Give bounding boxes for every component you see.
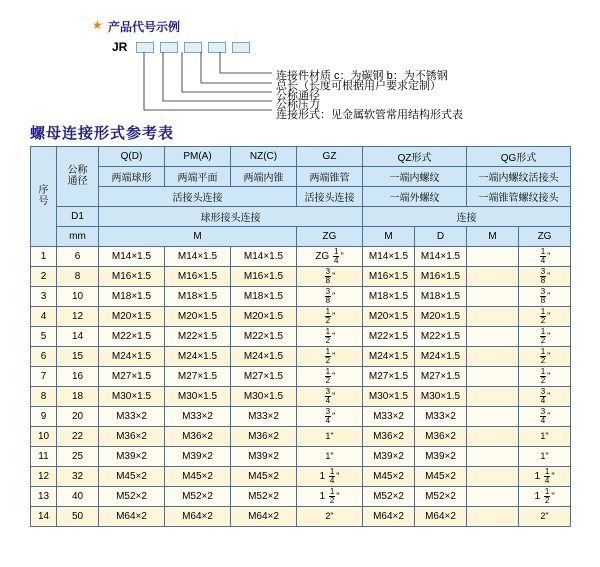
cell-qz-m: M14×1.5	[363, 247, 415, 267]
cell-seq: 10	[31, 427, 57, 447]
cell-seq: 7	[31, 367, 57, 387]
table-row	[31, 467, 571, 487]
table-row	[31, 307, 571, 327]
header-seq: 序 号	[31, 147, 57, 247]
cell-seq: 14	[31, 507, 57, 527]
cell-qz-m: M39×2	[363, 447, 415, 467]
header-pm: PM(A)	[165, 147, 231, 167]
header-row-5	[31, 227, 571, 247]
cell-qg-zg: $\frac{1}{2}$ "	[519, 307, 571, 327]
cell-qg-zg: 2"	[519, 507, 571, 527]
cell-nominal-diameter: 18	[57, 387, 99, 407]
cell-qg-zg: 1"	[519, 447, 571, 467]
header-qg: QG形式	[467, 147, 571, 167]
cell-nz: M22×1.5	[231, 327, 297, 347]
cell-pm: M30×1.5	[165, 387, 231, 407]
cell-qz-m: M64×2	[363, 507, 415, 527]
cell-qz-m: M33×2	[363, 407, 415, 427]
table-body	[31, 247, 571, 527]
cell-qg-zg: $\frac{1}{2}$ "	[519, 347, 571, 367]
cell-seq: 9	[31, 407, 57, 427]
header-row-1	[31, 147, 571, 167]
cell-gz: ZG $\frac{1}{4}$ "	[297, 247, 363, 267]
cell-gz: $\frac{3}{8}$ "	[297, 267, 363, 287]
header-row-2	[31, 167, 571, 187]
cell-nz: M33×2	[231, 407, 297, 427]
header-gz: GZ	[297, 147, 363, 167]
header-qg-unit-m: M	[467, 227, 519, 247]
cell-qz-d: M64×2	[415, 507, 467, 527]
cell-nominal-diameter: 14	[57, 327, 99, 347]
header-ball-joint-connection: 球形接头连接	[99, 207, 363, 227]
cell-qz-d: M18×1.5	[415, 287, 467, 307]
cell-q: M45×2	[99, 467, 165, 487]
header-nz-desc: 两端内锥	[231, 167, 297, 187]
cell-qg-m	[467, 307, 519, 327]
cell-pm: M24×1.5	[165, 347, 231, 367]
cell-nz: M27×1.5	[231, 367, 297, 387]
header-d1: D1	[57, 207, 99, 227]
cell-q: M39×2	[99, 447, 165, 467]
header-qg-taper-joint: 一端锥管螺纹接头	[467, 187, 571, 207]
cell-nominal-diameter: 25	[57, 447, 99, 467]
cell-gz: $\frac{3}{4}$ "	[297, 387, 363, 407]
header-gz-union: 活接头连接	[297, 187, 363, 207]
cell-qg-zg: $\frac{3}{8}$ "	[519, 267, 571, 287]
table-row	[31, 327, 571, 347]
header-qz-desc: 一端内螺纹	[363, 167, 467, 187]
cell-qg-zg: 1"	[519, 427, 571, 447]
cell-q: M22×1.5	[99, 327, 165, 347]
header-q: Q(D)	[99, 147, 165, 167]
table-row	[31, 507, 571, 527]
cell-pm: M36×2	[165, 427, 231, 447]
cell-qz-d: M45×2	[415, 467, 467, 487]
cell-qz-d: M14×1.5	[415, 247, 467, 267]
cell-qg-zg: 1 $\frac{1}{4}$ "	[519, 467, 571, 487]
cell-q: M14×1.5	[99, 247, 165, 267]
table-row	[31, 347, 571, 367]
table-row	[31, 387, 571, 407]
cell-q: M18×1.5	[99, 287, 165, 307]
cell-nz: M14×1.5	[231, 247, 297, 267]
cell-nominal-diameter: 16	[57, 367, 99, 387]
cell-nz: M45×2	[231, 467, 297, 487]
cell-seq: 6	[31, 347, 57, 367]
cell-gz: 1"	[297, 427, 363, 447]
cell-gz: $\frac{1}{2}$ "	[297, 327, 363, 347]
legend-annotation-material: 连接件材质 c：为碳钢 b：为不锈钢	[276, 70, 448, 82]
cell-qg-zg: $\frac{1}{2}$ "	[519, 367, 571, 387]
cell-pm: M27×1.5	[165, 367, 231, 387]
cell-q: M27×1.5	[99, 367, 165, 387]
cell-gz: $\frac{1}{2}$ "	[297, 347, 363, 367]
header-unit-mm: mm	[57, 227, 99, 247]
cell-seq: 3	[31, 287, 57, 307]
table-row	[31, 407, 571, 427]
cell-qg-m	[467, 247, 519, 267]
legend-annotation-length: 总长（长度可根据用户要求定制）	[276, 80, 441, 92]
cell-gz: $\frac{3}{4}$ "	[297, 407, 363, 427]
cell-qz-d: M52×2	[415, 487, 467, 507]
cell-qg-m	[467, 487, 519, 507]
cell-pm: M16×1.5	[165, 267, 231, 287]
cell-nominal-diameter: 50	[57, 507, 99, 527]
cell-seq: 1	[31, 247, 57, 267]
cell-gz: $\frac{1}{2}$ "	[297, 367, 363, 387]
cell-nz: M16×1.5	[231, 267, 297, 287]
legend-annotation-nominal-pressure: 公称压力	[276, 99, 320, 111]
cell-seq: 2	[31, 267, 57, 287]
cell-gz: 2"	[297, 507, 363, 527]
cell-seq: 13	[31, 487, 57, 507]
cell-qg-m	[467, 427, 519, 447]
table-row	[31, 487, 571, 507]
cell-q: M36×2	[99, 427, 165, 447]
cell-nz: M52×2	[231, 487, 297, 507]
cell-qz-d: M33×2	[415, 407, 467, 427]
cell-gz: 1 $\frac{1}{4}$ "	[297, 467, 363, 487]
cell-nominal-diameter: 32	[57, 467, 99, 487]
cell-qg-zg: $\frac{3}{4}$ "	[519, 407, 571, 427]
table-row	[31, 267, 571, 287]
cell-qg-zg: $\frac{1}{4}$ "	[519, 247, 571, 267]
cell-qz-m: M20×1.5	[363, 307, 415, 327]
cell-qz-d: M16×1.5	[415, 267, 467, 287]
cell-nz: M18×1.5	[231, 287, 297, 307]
cell-pm: M33×2	[165, 407, 231, 427]
cell-seq: 8	[31, 387, 57, 407]
cell-seq: 12	[31, 467, 57, 487]
table-row	[31, 367, 571, 387]
cell-qz-m: M30×1.5	[363, 387, 415, 407]
header-qz: QZ形式	[363, 147, 467, 167]
cell-qz-d: M20×1.5	[415, 307, 467, 327]
cell-qz-m: M36×2	[363, 427, 415, 447]
cell-nz: M39×2	[231, 447, 297, 467]
header-row-3	[31, 187, 571, 207]
cell-qz-m: M24×1.5	[363, 347, 415, 367]
nut-connection-table	[30, 146, 571, 527]
cell-nz: M20×1.5	[231, 307, 297, 327]
table-row	[31, 447, 571, 467]
cell-pm: M14×1.5	[165, 247, 231, 267]
header-gz-desc: 两端锥管	[297, 167, 363, 187]
table-row	[31, 427, 571, 447]
cell-qz-d: M24×1.5	[415, 347, 467, 367]
header-unit-m: M	[99, 227, 297, 247]
cell-qz-m: M22×1.5	[363, 327, 415, 347]
cell-gz: $\frac{3}{8}$ "	[297, 287, 363, 307]
cell-pm: M39×2	[165, 447, 231, 467]
cell-qg-m	[467, 367, 519, 387]
header-qz-unit-m: M	[363, 227, 415, 247]
cell-qg-m	[467, 407, 519, 427]
cell-q: M16×1.5	[99, 267, 165, 287]
header-union-connection: 活接头连接	[99, 187, 297, 207]
cell-qz-d: M27×1.5	[415, 367, 467, 387]
cell-q: M64×2	[99, 507, 165, 527]
cell-qz-d: M22×1.5	[415, 327, 467, 347]
cell-qz-m: M52×2	[363, 487, 415, 507]
cell-nominal-diameter: 15	[57, 347, 99, 367]
table-row	[31, 247, 571, 267]
header-qg-unit-zg: ZG	[519, 227, 571, 247]
cell-seq: 4	[31, 307, 57, 327]
cell-gz: $\frac{1}{2}$ "	[297, 307, 363, 327]
cell-qz-m: M27×1.5	[363, 367, 415, 387]
cell-q: M24×1.5	[99, 347, 165, 367]
header-nz: NZ(C)	[231, 147, 297, 167]
cell-pm: M45×2	[165, 467, 231, 487]
cell-nominal-diameter: 22	[57, 427, 99, 447]
cell-nominal-diameter: 10	[57, 287, 99, 307]
cell-q: M52×2	[99, 487, 165, 507]
header-row-4	[31, 207, 571, 227]
cell-seq: 11	[31, 447, 57, 467]
header-qg-desc: 一端内螺纹活接头	[467, 167, 571, 187]
cell-nz: M30×1.5	[231, 387, 297, 407]
cell-nz: M64×2	[231, 507, 297, 527]
legend-annotation-connection-type: 连接形式：见金属软管常用结构形式表	[276, 109, 463, 121]
cell-qz-d: M36×2	[415, 427, 467, 447]
cell-pm: M20×1.5	[165, 307, 231, 327]
code-prefix: JR	[112, 40, 128, 54]
cell-gz: 1"	[297, 447, 363, 467]
cell-seq: 5	[31, 327, 57, 347]
cell-q: M33×2	[99, 407, 165, 427]
cell-qg-m	[467, 447, 519, 467]
cell-qg-m	[467, 507, 519, 527]
cell-qz-d: M30×1.5	[415, 387, 467, 407]
cell-nominal-diameter: 12	[57, 307, 99, 327]
product-code-legend	[0, 0, 600, 121]
cell-qz-m: M45×2	[363, 467, 415, 487]
cell-nz: M36×2	[231, 427, 297, 447]
table-row	[31, 287, 571, 307]
cell-qz-m: M16×1.5	[363, 267, 415, 287]
cell-pm: M64×2	[165, 507, 231, 527]
cell-qg-m	[467, 347, 519, 367]
star-icon: ★	[92, 18, 103, 32]
cell-gz: 1 $\frac{1}{2}$ "	[297, 487, 363, 507]
cell-qg-zg: $\frac{3}{8}$ "	[519, 287, 571, 307]
cell-pm: M52×2	[165, 487, 231, 507]
cell-q: M30×1.5	[99, 387, 165, 407]
table-title: 螺母连接形式参考表	[30, 125, 175, 142]
cell-qg-m	[467, 287, 519, 307]
header-q-desc: 两端球形	[99, 167, 165, 187]
cell-nominal-diameter: 20	[57, 407, 99, 427]
cell-qg-zg: $\frac{3}{4}$ "	[519, 387, 571, 407]
cell-qg-m	[467, 267, 519, 287]
header-unit-zg: ZG	[297, 227, 363, 247]
cell-q: M20×1.5	[99, 307, 165, 327]
header-qz-unit-d: D	[415, 227, 467, 247]
header-nominal-diameter: 公称 通径	[57, 147, 99, 207]
cell-qg-zg: $\frac{1}{2}$ "	[519, 327, 571, 347]
header-qz-external-thread: 一端外螺纹	[363, 187, 467, 207]
cell-pm: M22×1.5	[165, 327, 231, 347]
cell-qg-m	[467, 467, 519, 487]
cell-nominal-diameter: 40	[57, 487, 99, 507]
cell-qz-d: M39×2	[415, 447, 467, 467]
table-header	[31, 147, 571, 247]
cell-qg-m	[467, 327, 519, 347]
cell-qg-m	[467, 387, 519, 407]
header-connection: 连接	[363, 207, 571, 227]
cell-pm: M18×1.5	[165, 287, 231, 307]
header-pm-desc: 两端平面	[165, 167, 231, 187]
cell-qg-zg: 1 $\frac{1}{2}$ "	[519, 487, 571, 507]
cell-qz-m: M18×1.5	[363, 287, 415, 307]
legend-annotation-nominal-diameter: 公称通径	[276, 90, 320, 102]
cell-nominal-diameter: 6	[57, 247, 99, 267]
cell-nominal-diameter: 8	[57, 267, 99, 287]
cell-nz: M24×1.5	[231, 347, 297, 367]
legend-title: 产品代号示例	[108, 20, 181, 34]
